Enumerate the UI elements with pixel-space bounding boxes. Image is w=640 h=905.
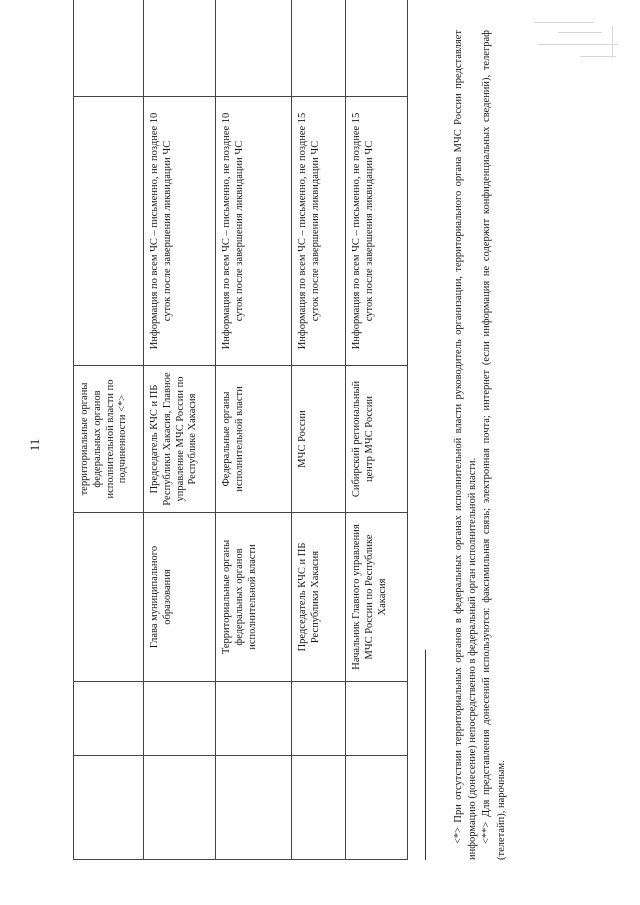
table-cell: Председатель КЧС и ПБ Республики Хакасия, Главное управление МЧС России по Республике Хакасия [144,366,216,513]
footnote-1: <*> При отсутствии территориальных органов в федеральных органах исполнительной власти руководитель организации, территориального органа МЧС России представляет информацию (донесение) непосредственно в федеральный орган исполнительной власти. [453,30,479,860]
table-cell [74,682,144,756]
table-cell [346,0,408,97]
page-number: 11 [27,438,42,452]
table-cell [346,682,408,756]
table-cell: Информация по всем ЧС – письменно, не позднее 10 суток после завершения ликвидации ЧС [144,97,216,366]
table-cell: МЧС России [292,366,346,513]
table-cell [74,756,144,860]
table-cell [144,682,216,756]
table-row [346,0,408,860]
footnote-separator [425,650,426,860]
table-cell [292,0,346,97]
rotated-page [25,30,545,860]
table-cell: Глава муниципального образования [144,513,216,682]
table-row [74,0,144,860]
table-cell: Информация по всем ЧС – письменно, не позднее 15 суток после завершения ликвидации ЧС [292,97,346,366]
footnotes [425,30,509,860]
table-cell [292,756,346,860]
table-cell [144,0,216,97]
table-cell: Информация по всем ЧС – письменно, не позднее 10 суток после завершения ликвидации ЧС [216,97,292,366]
table-cell [216,0,292,97]
table-cell: Территориальные органы федеральных органов исполнительной власти [216,513,292,682]
table-row [144,0,216,860]
table-cell: Начальник Главного управления МЧС России по Республике Хакасия [346,513,408,682]
table-cell [74,513,144,682]
footnote-2: <**> Для представления донесений используются: факсимильная связь; электронная почта; интернет (если информация не содержит конфиденциальных сведений), телеграф (телетайп), нарочным. [481,30,507,860]
table-cell [346,756,408,860]
table-cell [74,97,144,366]
table-cell: Федеральные органы исполнительной власти [216,366,292,513]
table-cell [216,756,292,860]
reporting-table [73,0,408,860]
table-cell [144,756,216,860]
table-cell: Председатель КЧС и ПБ Республики Хакасия [292,513,346,682]
table-row [216,0,292,860]
table-cell [292,682,346,756]
table-row [292,0,346,860]
table-cell: территориальные органы федеральных органов исполнительной власти по подчиненности <*> [74,366,144,513]
table-cell: Сибирский региональный центр МЧС России [346,366,408,513]
table-cell: Информация по всем ЧС – письменно, не позднее 15 суток после завершения ликвидации ЧС [346,97,408,366]
table-cell [216,682,292,756]
table-cell [74,0,144,97]
